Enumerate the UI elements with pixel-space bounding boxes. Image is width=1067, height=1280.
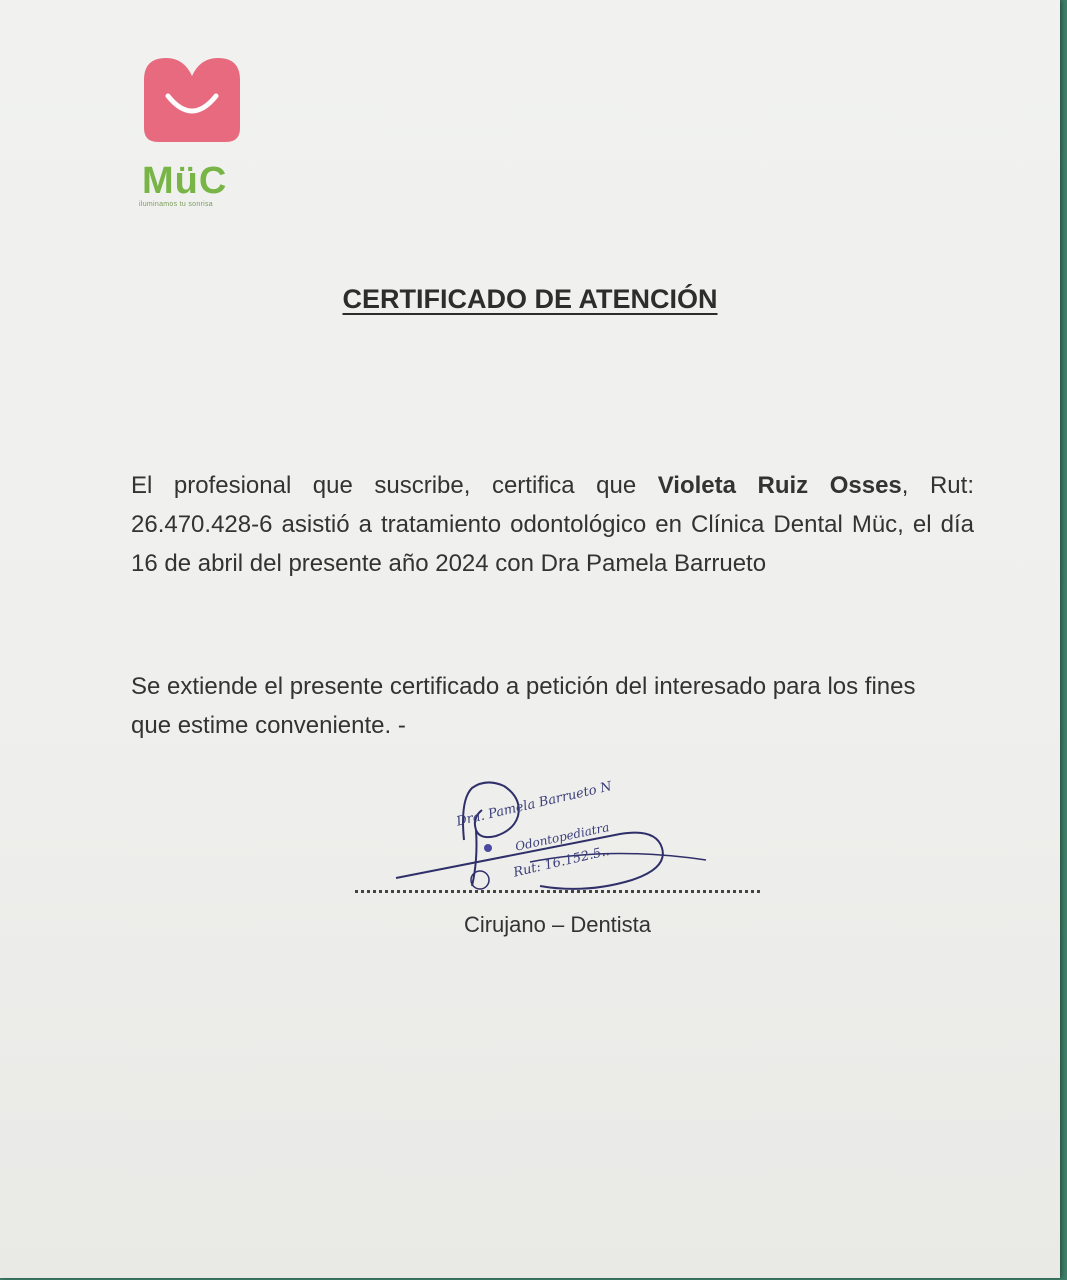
clinic-logo-tagline: iluminamos tu sonrisa (139, 201, 213, 208)
signature-caption: Cirujano – Dentista (463, 912, 652, 937)
signature-line (355, 890, 760, 893)
certification-paragraph (131, 466, 974, 583)
patient-name: Violeta Ruiz Osses (657, 472, 902, 499)
clinic-logo-wordmark: MüC (142, 160, 228, 202)
purpose-paragraph: Se extiende el presente certificado a petición del interesado para los fines que estime conveniente. - (131, 673, 916, 739)
document-title: CERTIFICADO DE ATENCIÓN (342, 284, 718, 314)
signature-stamp-rut: Rut: 16.152.5.. (512, 843, 611, 881)
paragraph-intro: El profesional que suscribe, certifica que (131, 472, 658, 499)
signature-stamp-role: Odontopediatra (514, 820, 611, 854)
paragraph-rest: , Rut: 26.470.428-6 asistió a tratamiento odontológico en Clínica Dental Müc, el día 16 de abril del presente año 2024 con Dra Pamela Barrueto (131, 472, 974, 577)
signature-stamp-name: Dra. Pamela Barrueto N (455, 779, 614, 830)
